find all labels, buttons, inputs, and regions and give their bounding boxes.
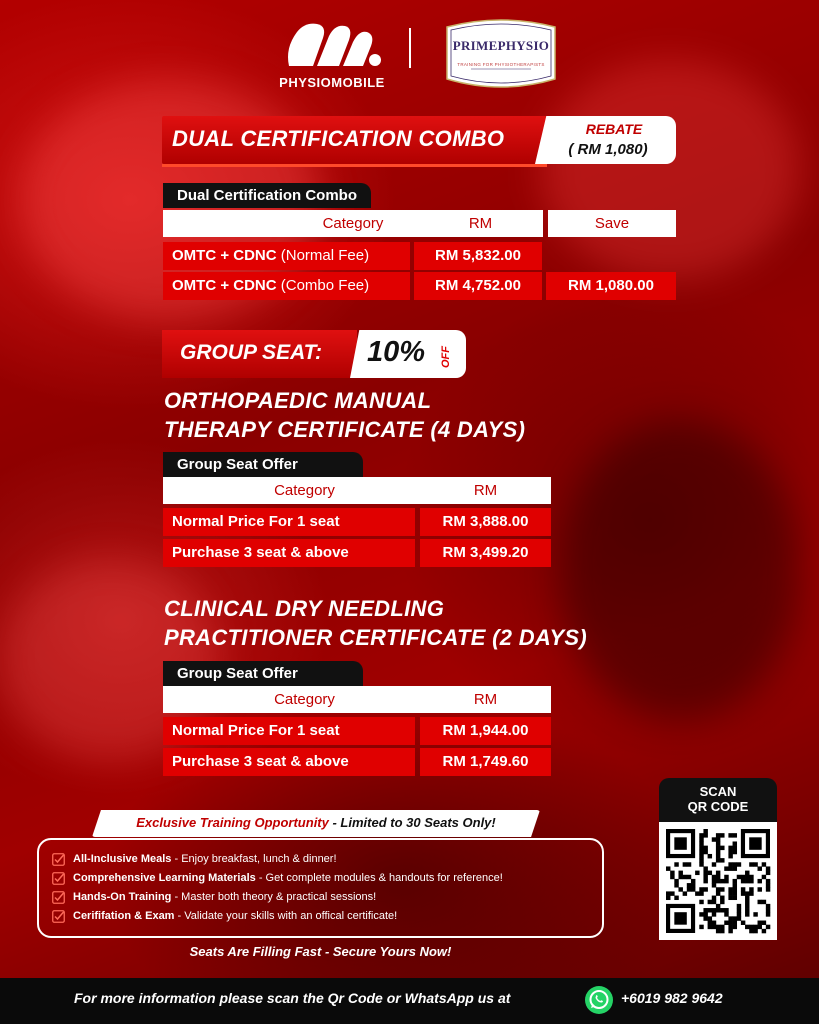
feature-desc: - Master both theory & practical sessions! bbox=[171, 891, 377, 903]
course-table-title: Group Seat Offer bbox=[163, 661, 363, 686]
course-header-rm: RM bbox=[420, 686, 551, 713]
checkbox-check-icon bbox=[52, 872, 65, 885]
course-header-rm: RM bbox=[420, 477, 551, 504]
brand-name: PHYSIOMOBILE bbox=[279, 75, 385, 90]
partner-name: PRIMEPHYSIO bbox=[452, 38, 550, 53]
feature-item bbox=[52, 907, 397, 925]
course-row-category: Purchase 3 seat & above bbox=[163, 539, 415, 567]
rebate-value: ( RM 1,080) bbox=[568, 141, 648, 158]
qr-code[interactable] bbox=[659, 822, 777, 940]
course-title-line2: PRACTITIONER CERTIFICATE (2 DAYS) bbox=[164, 625, 588, 650]
footer-text: For more information please scan the Qr Code or WhatsApp us at bbox=[74, 990, 511, 1006]
primephysio-badge bbox=[441, 17, 561, 91]
qr-label-line2: QR CODE bbox=[687, 799, 749, 814]
whatsapp-icon[interactable] bbox=[584, 985, 614, 1015]
feature-title: All-Inclusive Meals bbox=[73, 853, 172, 865]
course-table-title: Group Seat Offer bbox=[163, 452, 363, 477]
qr-label bbox=[659, 784, 777, 814]
background-highlight bbox=[540, 60, 800, 280]
qr-label-line1: SCAN bbox=[699, 784, 737, 799]
physiomobile-logo bbox=[283, 18, 383, 70]
course-title-line2: THERAPY CERTIFICATE (4 DAYS) bbox=[164, 417, 526, 442]
course-title-line1: ORTHOPAEDIC MANUAL bbox=[164, 388, 432, 413]
rebate-label: REBATE bbox=[585, 121, 643, 137]
combo-row-note: (Combo Fee) bbox=[280, 277, 370, 294]
course-row-category: Normal Price For 1 seat bbox=[163, 508, 415, 536]
partner-tagline: TRAINING FOR PHYSIOTHERAPISTS bbox=[457, 62, 545, 67]
feature-title: Hands-On Training bbox=[73, 891, 172, 903]
feature-title: Comprehensive Learning Materials bbox=[73, 872, 256, 884]
course-row-rm: RM 3,888.00 bbox=[420, 508, 551, 536]
combo-row-rm: RM 5,832.00 bbox=[414, 242, 542, 270]
combo-row-name: OMTC + CDNC bbox=[172, 247, 277, 264]
background-shadow bbox=[560, 420, 800, 720]
feature-item bbox=[52, 850, 337, 868]
combo-row-category bbox=[163, 272, 410, 300]
course-row-category: Normal Price For 1 seat bbox=[163, 717, 415, 745]
course-header-category: Category bbox=[163, 477, 446, 504]
course-title-line1: CLINICAL DRY NEEDLING bbox=[164, 596, 445, 621]
checkbox-check-icon bbox=[52, 910, 65, 923]
combo-row-save: RM 1,080.00 bbox=[546, 272, 676, 300]
feature-item bbox=[52, 869, 503, 887]
feature-desc: - Enjoy breakfast, lunch & dinner! bbox=[171, 853, 337, 865]
feature-item bbox=[52, 888, 376, 906]
combo-header-category: Category bbox=[163, 210, 543, 237]
urgency-text: Seats Are Filling Fast - Secure Yours Now! bbox=[189, 944, 452, 959]
course-row-rm: RM 3,499.20 bbox=[420, 539, 551, 567]
combo-row-rm: RM 4,752.00 bbox=[414, 272, 542, 300]
combo-table-title: Dual Certification Combo bbox=[163, 183, 371, 208]
combo-row-category bbox=[163, 242, 410, 270]
combo-header-rm: RM bbox=[418, 210, 543, 237]
combo-banner-title: DUAL CERTIFICATION COMBO bbox=[172, 126, 505, 151]
logo-divider bbox=[409, 28, 411, 68]
qr-code-box[interactable] bbox=[659, 822, 777, 940]
course-row-rm: RM 1,749.60 bbox=[420, 748, 551, 776]
exclusive-banner-text bbox=[92, 815, 540, 830]
feature-desc: - Validate your skills with an offical certificate! bbox=[174, 910, 398, 922]
course-row-rm: RM 1,944.00 bbox=[420, 717, 551, 745]
combo-row-name: OMTC + CDNC bbox=[172, 277, 277, 294]
feature-desc: - Get complete modules & handouts for reference! bbox=[255, 872, 503, 884]
banner-accent-line bbox=[162, 164, 547, 167]
checkbox-check-icon bbox=[52, 891, 65, 904]
course-header-category: Category bbox=[163, 686, 446, 713]
feature-title: Cerififation & Exam bbox=[73, 910, 175, 922]
group-seat-off bbox=[432, 342, 456, 370]
exclusive-rest: - Limited to 30 Seats Only! bbox=[328, 815, 496, 830]
svg-text:OFF: OFF bbox=[440, 346, 452, 368]
exclusive-lead: Exclusive Training Opportunity bbox=[136, 815, 329, 830]
course-row-category: Purchase 3 seat & above bbox=[163, 748, 415, 776]
checkbox-check-icon bbox=[52, 853, 65, 866]
phone-number[interactable]: +6019 982 9642 bbox=[621, 990, 723, 1006]
combo-header-save: Save bbox=[548, 210, 676, 237]
combo-row-note: (Normal Fee) bbox=[280, 247, 370, 264]
group-seat-percent: 10% bbox=[367, 336, 426, 368]
group-seat-label: GROUP SEAT: bbox=[180, 341, 322, 364]
